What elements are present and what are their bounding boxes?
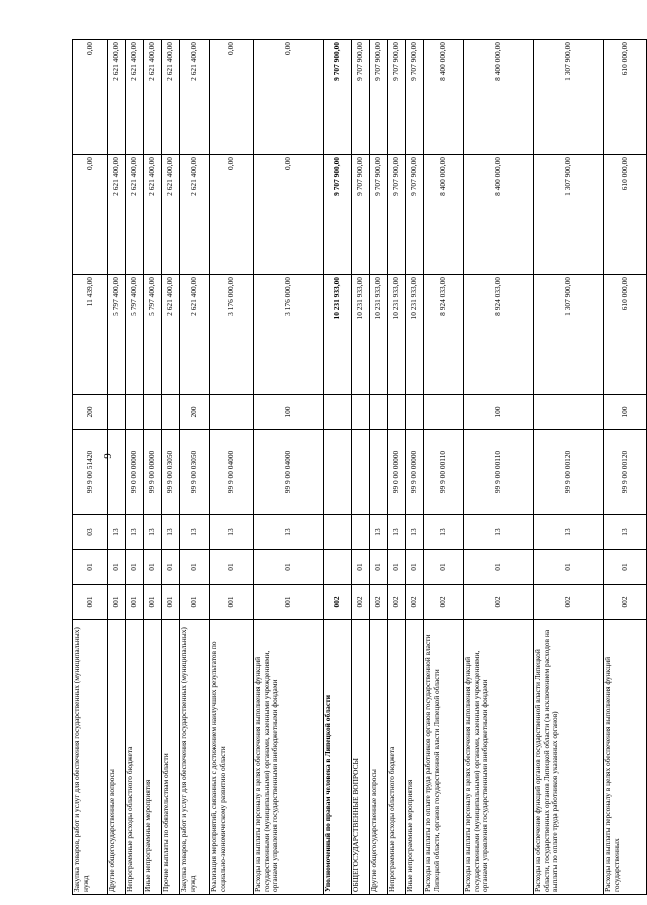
section-code-cell: 01	[73, 550, 108, 585]
target-article-cell: 99 9 00 00110	[464, 430, 534, 515]
amount-year1-cell: 10 231 933,00	[406, 275, 424, 395]
amount-year3-cell: 2 621 400,00	[108, 40, 126, 155]
table-row	[370, 40, 388, 895]
amount-year1-cell: 10 231 933,00	[370, 275, 388, 395]
target-article-cell: 99 9 00 00120	[604, 430, 647, 515]
ministry-code-cell: 001	[180, 585, 210, 620]
section-code-cell: 01	[464, 550, 534, 585]
amount-year2-cell: 9 707 900,00	[370, 155, 388, 275]
amount-year3-cell: 9 707 900,00	[352, 40, 370, 155]
section-code-cell: 01	[180, 550, 210, 585]
subsection-code-cell: 13	[210, 515, 254, 550]
ministry-code-cell: 002	[370, 585, 388, 620]
table-row	[424, 40, 464, 895]
amount-year2-cell: 2 621 400,00	[180, 155, 210, 275]
target-article-cell: 99 9 00 03050	[162, 430, 180, 515]
section-code-cell: 01	[352, 550, 370, 585]
item-name-cell: Расходы на выплаты персоналу в целях обеспечения выполнения функций государственных	[604, 620, 647, 895]
ministry-code-cell: 001	[73, 585, 108, 620]
section-code-cell: 01	[406, 550, 424, 585]
amount-year2-cell: 0,00	[73, 155, 108, 275]
amount-year1-cell: 8 924 033,00	[464, 275, 534, 395]
item-name-cell: Реализация мероприятий, связанных с достижением наилучших результатов по социально-экономическому развитию области	[210, 620, 254, 895]
target-article-cell: 99 0 00 00000	[388, 430, 406, 515]
amount-year1-cell: 11 439,00	[73, 275, 108, 395]
table-row	[406, 40, 424, 895]
subsection-code-cell: 13	[534, 515, 604, 550]
subsection-code-cell: 13	[370, 515, 388, 550]
subsection-code-cell: 13	[162, 515, 180, 550]
page-number: 9	[102, 453, 114, 459]
ministry-code-cell: 001	[254, 585, 324, 620]
amount-year1-cell: 3 176 000,00	[254, 275, 324, 395]
ministry-code-cell: 001	[162, 585, 180, 620]
table-row	[464, 40, 534, 895]
subsection-code-cell: 13	[464, 515, 534, 550]
amount-year3-cell: 0,00	[254, 40, 324, 155]
amount-year1-cell: 610 000,00	[604, 275, 647, 395]
table-row	[352, 40, 370, 895]
amount-year1-cell: 10 231 933,00	[388, 275, 406, 395]
amount-year3-cell: 0,00	[73, 40, 108, 155]
target-article-cell	[370, 430, 388, 515]
item-name-cell: Другие общегосударственные вопросы	[108, 620, 126, 895]
subsection-code-cell	[352, 515, 370, 550]
expense-type-cell	[324, 395, 352, 430]
target-article-cell: 99 9 00 51420	[73, 430, 108, 515]
target-article-cell	[324, 430, 352, 515]
amount-year1-cell: 3 176 000,00	[210, 275, 254, 395]
expense-type-cell	[388, 395, 406, 430]
amount-year2-cell: 8 400 000,00	[464, 155, 534, 275]
expense-type-cell	[108, 395, 126, 430]
ministry-code-cell: 001	[210, 585, 254, 620]
table-row	[144, 40, 162, 895]
expense-type-cell: 100	[254, 395, 324, 430]
ministry-code-cell: 001	[144, 585, 162, 620]
table-row	[324, 40, 352, 895]
target-article-cell	[352, 430, 370, 515]
expense-type-cell: 100	[464, 395, 534, 430]
target-article-cell: 99 9 00 03050	[180, 430, 210, 515]
item-name-cell: Расходы на обеспечение функций органов государственной власти Липецкой области, государственных органов Липецкой области (за исключением расходов на выплаты по оплате труда работников указанных органов)	[534, 620, 604, 895]
target-article-cell: 99 9 00 00120	[534, 430, 604, 515]
budget-table-body	[73, 40, 647, 895]
table-row	[210, 40, 254, 895]
table-row	[534, 40, 604, 895]
amount-year2-cell: 9 707 900,00	[324, 155, 352, 275]
target-article-cell: 99 0 00 00000	[126, 430, 144, 515]
expense-type-cell	[424, 395, 464, 430]
subsection-code-cell: 13	[126, 515, 144, 550]
item-name-cell: Уполномоченный по правам человека в Липецкой области	[324, 620, 352, 895]
amount-year3-cell: 9 707 900,00	[324, 40, 352, 155]
amount-year2-cell: 0,00	[210, 155, 254, 275]
section-code-cell: 01	[126, 550, 144, 585]
target-article-cell	[108, 430, 126, 515]
ministry-code-cell: 002	[464, 585, 534, 620]
table-row	[604, 40, 647, 895]
item-name-cell: Иные непрограммные мероприятия	[144, 620, 162, 895]
amount-year2-cell: 1 307 900,00	[534, 155, 604, 275]
item-name-cell: Расходы на выплаты персоналу в целях обеспечения выполнения функций государственными (муниципальными) органами, казенными учреждениями, органами управления государственными внебюджетными фондами	[464, 620, 534, 895]
table-row	[162, 40, 180, 895]
amount-year3-cell: 9 707 900,00	[388, 40, 406, 155]
ministry-code-cell: 002	[324, 585, 352, 620]
amount-year3-cell: 9 707 900,00	[370, 40, 388, 155]
subsection-code-cell: 13	[388, 515, 406, 550]
amount-year3-cell: 0,00	[210, 40, 254, 155]
table-row	[388, 40, 406, 895]
budget-table	[72, 39, 647, 895]
amount-year2-cell: 0,00	[254, 155, 324, 275]
expense-type-cell	[352, 395, 370, 430]
target-article-cell: 99 9 00 00000	[144, 430, 162, 515]
amount-year3-cell: 1 307 900,00	[534, 40, 604, 155]
amount-year3-cell: 2 621 400,00	[144, 40, 162, 155]
section-code-cell: 01	[370, 550, 388, 585]
amount-year1-cell: 5 797 400,00	[126, 275, 144, 395]
amount-year2-cell: 9 707 900,00	[388, 155, 406, 275]
subsection-code-cell: 13	[254, 515, 324, 550]
expense-type-cell: 100	[604, 395, 647, 430]
ministry-code-cell: 002	[388, 585, 406, 620]
target-article-cell: 99 9 00 00000	[406, 430, 424, 515]
target-article-cell: 99 9 00 04000	[210, 430, 254, 515]
amount-year1-cell: 10 231 933,00	[352, 275, 370, 395]
table-row	[254, 40, 324, 895]
section-code-cell: 01	[144, 550, 162, 585]
expense-type-cell	[370, 395, 388, 430]
amount-year3-cell: 8 400 000,00	[424, 40, 464, 155]
section-code-cell: 01	[254, 550, 324, 585]
expense-type-cell	[210, 395, 254, 430]
amount-year2-cell: 2 621 400,00	[144, 155, 162, 275]
subsection-code-cell	[324, 515, 352, 550]
amount-year1-cell: 2 621 400,00	[180, 275, 210, 395]
item-name-cell: Расходы на выплаты персоналу в целях обеспечения выполнения функций государственными (муниципальными) органами, казенными учреждениями, органами управления государственными внебюджетными фондами	[254, 620, 324, 895]
section-code-cell: 01	[108, 550, 126, 585]
ministry-code-cell: 001	[108, 585, 126, 620]
rotated-table-frame	[72, 40, 629, 895]
item-name-cell: ОБЩЕГОСУДАРСТВЕННЫЕ ВОПРОСЫ	[352, 620, 370, 895]
subsection-code-cell: 13	[180, 515, 210, 550]
amount-year2-cell: 8 400 000,00	[424, 155, 464, 275]
expense-type-cell	[534, 395, 604, 430]
amount-year2-cell: 9 707 900,00	[406, 155, 424, 275]
section-code-cell: 01	[388, 550, 406, 585]
ministry-code-cell: 001	[126, 585, 144, 620]
subsection-code-cell: 13	[108, 515, 126, 550]
section-code-cell: 01	[604, 550, 647, 585]
amount-year2-cell: 9 707 900,00	[352, 155, 370, 275]
item-name-cell: Другие общегосударственные вопросы	[370, 620, 388, 895]
amount-year1-cell: 10 231 933,00	[324, 275, 352, 395]
amount-year3-cell: 2 621 400,00	[180, 40, 210, 155]
amount-year3-cell: 2 621 400,00	[126, 40, 144, 155]
expense-type-cell	[162, 395, 180, 430]
section-code-cell: 01	[534, 550, 604, 585]
amount-year1-cell: 5 797 400,00	[108, 275, 126, 395]
amount-year3-cell: 610 000,00	[604, 40, 647, 155]
amount-year2-cell: 610 000,00	[604, 155, 647, 275]
amount-year2-cell: 2 621 400,00	[162, 155, 180, 275]
ministry-code-cell: 002	[534, 585, 604, 620]
subsection-code-cell: 13	[604, 515, 647, 550]
amount-year1-cell: 1 307 900,00	[534, 275, 604, 395]
target-article-cell: 99 9 00 00110	[424, 430, 464, 515]
amount-year1-cell: 8 924 033,00	[424, 275, 464, 395]
amount-year2-cell: 2 621 400,00	[126, 155, 144, 275]
section-code-cell: 01	[210, 550, 254, 585]
table-row	[73, 40, 108, 895]
budget-table-region	[72, 40, 629, 895]
table-row	[108, 40, 126, 895]
amount-year2-cell: 2 621 400,00	[108, 155, 126, 275]
subsection-code-cell: 03	[73, 515, 108, 550]
ministry-code-cell: 002	[352, 585, 370, 620]
subsection-code-cell: 13	[424, 515, 464, 550]
item-name-cell: Прочие выплаты по обязательствам области	[162, 620, 180, 895]
expense-type-cell	[126, 395, 144, 430]
table-row	[126, 40, 144, 895]
item-name-cell: Расходы на выплаты по оплате труда работников органов государственной власти Липецкой области, органов государственной власти Липецкой области	[424, 620, 464, 895]
table-row	[180, 40, 210, 895]
section-code-cell	[324, 550, 352, 585]
section-code-cell: 01	[162, 550, 180, 585]
ministry-code-cell: 002	[424, 585, 464, 620]
item-name-cell: Непрограммные расходы областного бюджета	[126, 620, 144, 895]
subsection-code-cell: 13	[406, 515, 424, 550]
subsection-code-cell: 13	[144, 515, 162, 550]
item-name-cell: Закупка товаров, работ и услуг для обеспечения государственных (муниципальных) нужд	[180, 620, 210, 895]
item-name-cell: Иные непрограммные мероприятия	[406, 620, 424, 895]
amount-year3-cell: 9 707 900,00	[406, 40, 424, 155]
amount-year3-cell: 2 621 400,00	[162, 40, 180, 155]
item-name-cell: Закупка товаров, работ и услуг для обеспечения государственных (муниципальных) нужд	[73, 620, 108, 895]
ministry-code-cell: 002	[406, 585, 424, 620]
expense-type-cell: 200	[180, 395, 210, 430]
amount-year1-cell: 5 797 400,00	[144, 275, 162, 395]
expense-type-cell: 200	[73, 395, 108, 430]
section-code-cell: 01	[424, 550, 464, 585]
expense-type-cell	[144, 395, 162, 430]
amount-year1-cell: 2 621 400,00	[162, 275, 180, 395]
amount-year3-cell: 8 400 000,00	[464, 40, 534, 155]
ministry-code-cell: 002	[604, 585, 647, 620]
item-name-cell: Непрограммные расходы областного бюджета	[388, 620, 406, 895]
target-article-cell: 99 9 00 04000	[254, 430, 324, 515]
expense-type-cell	[406, 395, 424, 430]
